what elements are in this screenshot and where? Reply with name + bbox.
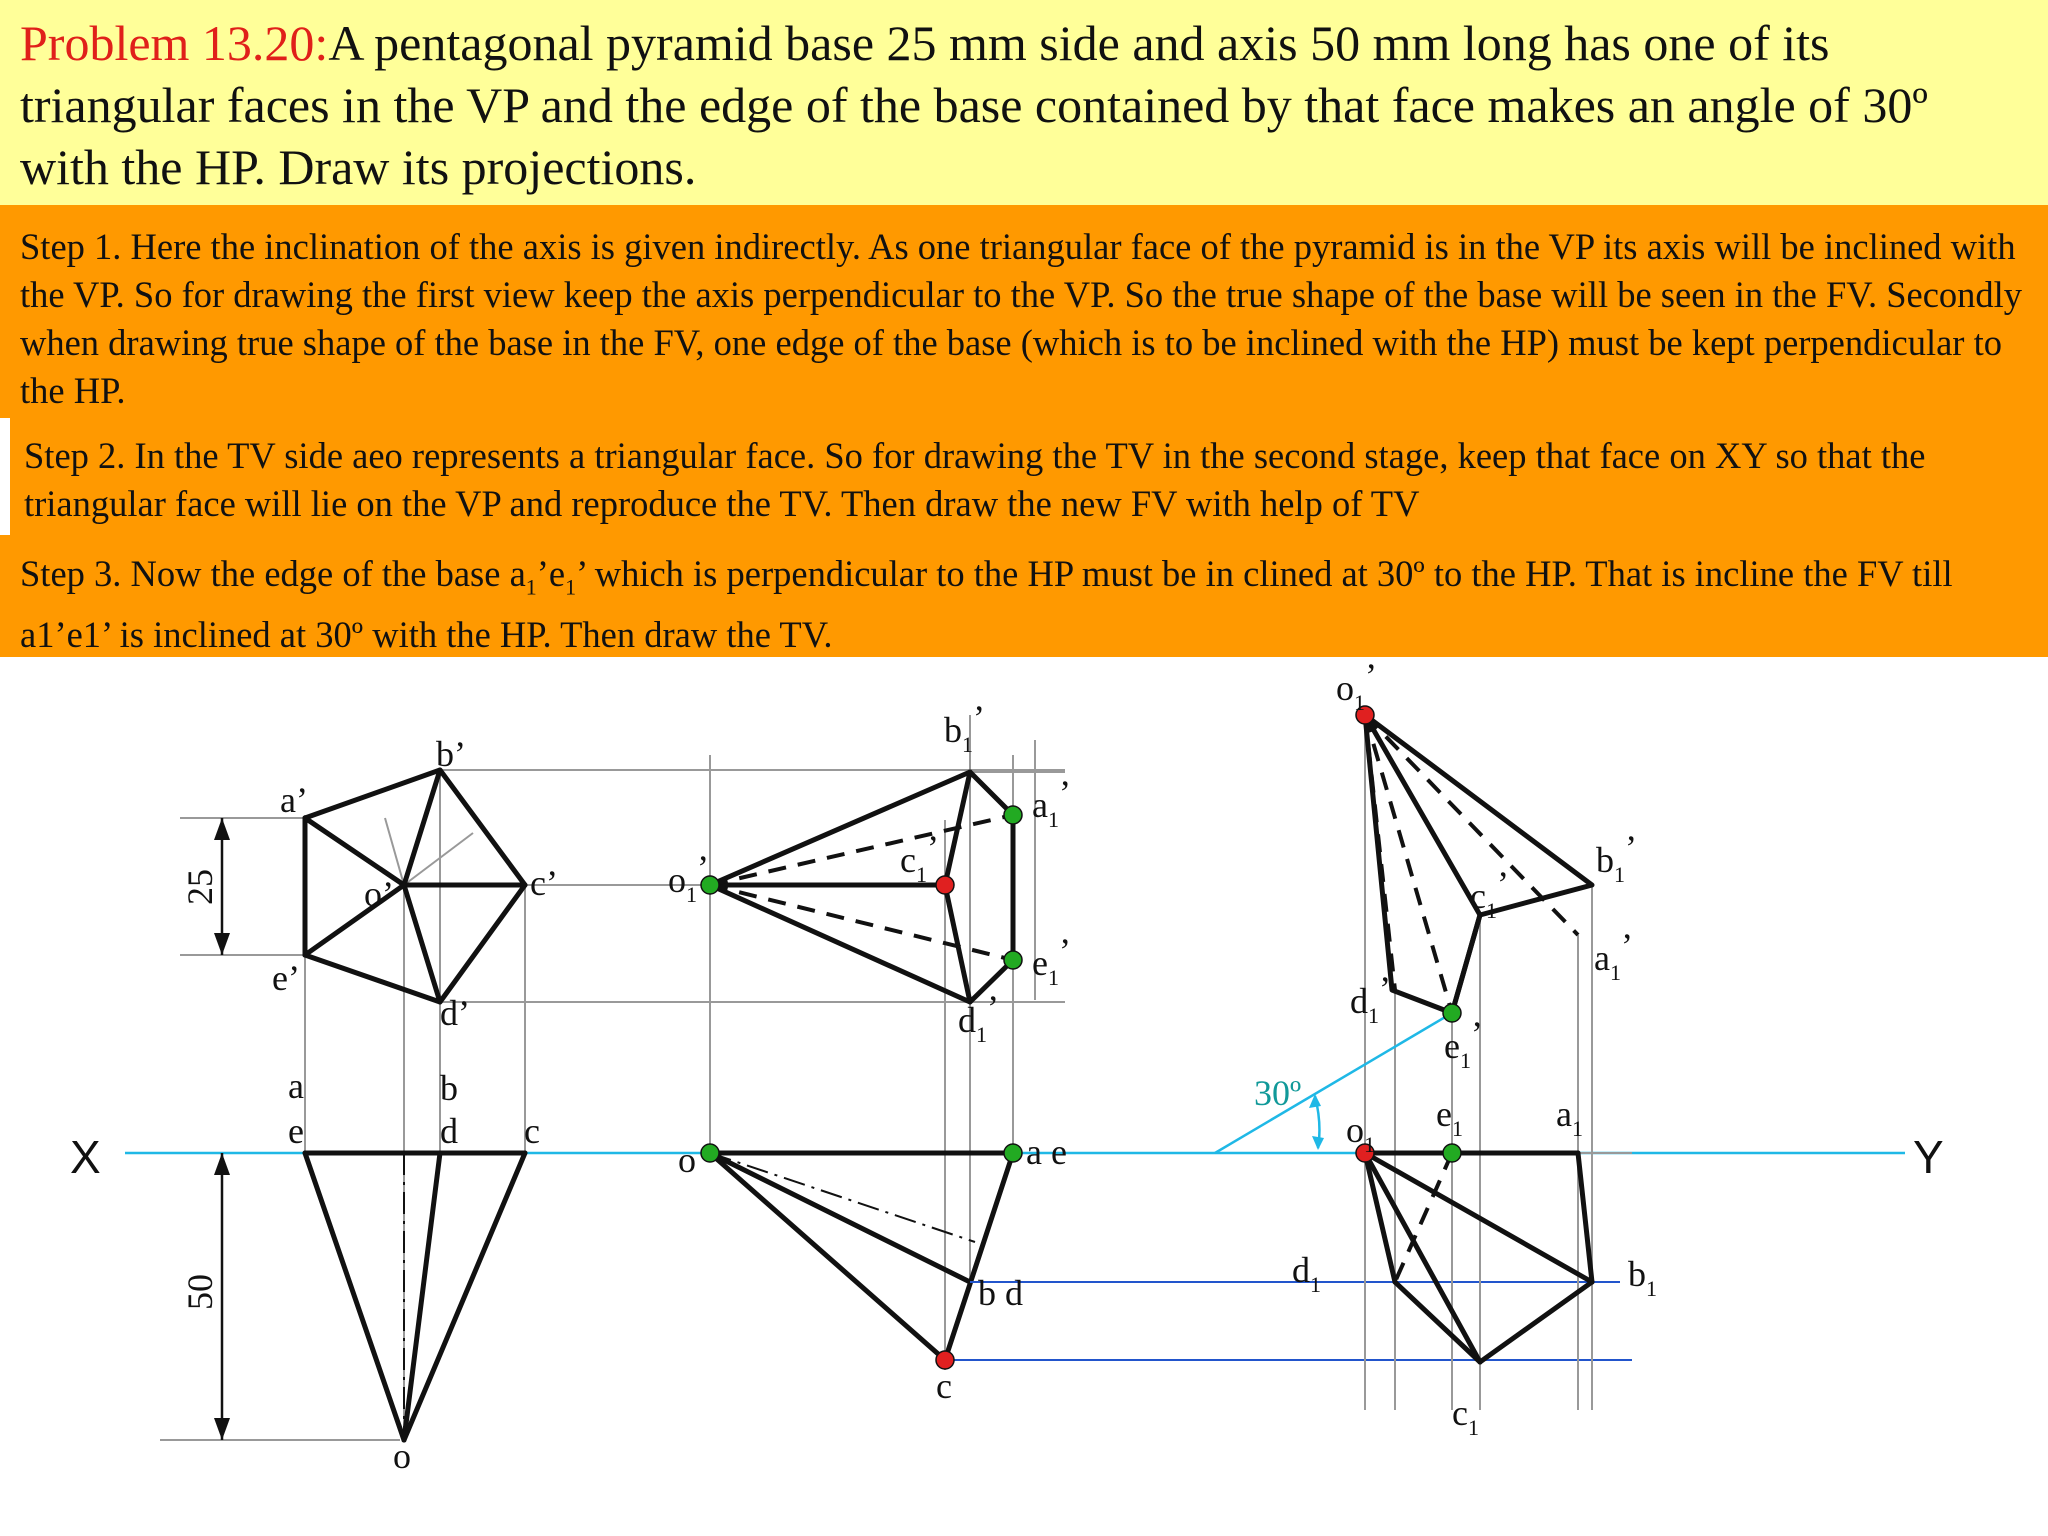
label-a1-tv3-letter: a: [1556, 1094, 1572, 1134]
label-d: d: [440, 1111, 458, 1151]
label-b-prime: b’: [436, 734, 466, 774]
label-a1-v3-sub: 1: [1609, 960, 1621, 985]
point-e1-tv3: [1443, 1144, 1461, 1162]
label-a1-v3-letter: a: [1594, 938, 1610, 978]
fv3-outline: [1365, 715, 1592, 1013]
dim-50-arrow-top: [214, 1153, 230, 1175]
tv2-edge-o-c: [710, 1153, 945, 1360]
label-a1-v3: [1594, 926, 1633, 985]
label-b1-prime: [944, 698, 985, 757]
angle-30-label: 30º: [1254, 1073, 1302, 1113]
step-3-sub-a: 1: [525, 574, 537, 600]
label-c1-tv3-letter: c: [1452, 1393, 1468, 1433]
label-c1-tv3: [1452, 1393, 1479, 1440]
dim-50-label: 50: [180, 1274, 220, 1310]
label-e1-tv3: [1436, 1094, 1463, 1141]
label-c1-v3-letter: c: [1470, 876, 1486, 916]
label-a: a: [288, 1066, 304, 1106]
label-e1-tv3-letter: e: [1436, 1094, 1452, 1134]
label-d-prime: d’: [440, 993, 470, 1033]
label-d1-prime-mark: ’: [987, 988, 999, 1028]
fv2-base-pentagon: [945, 772, 1013, 1002]
problem-label: Problem 13.20:: [20, 15, 329, 71]
label-e-prime: e’: [272, 958, 300, 998]
point-ae-tv2: [1004, 1144, 1022, 1162]
angle-30-line: [1215, 1013, 1452, 1153]
label-c-prime: c’: [530, 863, 558, 903]
label-c1-v3-sub: 1: [1485, 898, 1497, 923]
point-e1-v3: [1443, 1004, 1461, 1022]
label-d1-v3: [1350, 969, 1391, 1028]
label-c1-tv3-sub: 1: [1467, 1415, 1479, 1440]
fv2-hidden-o-e: [710, 885, 1013, 960]
label-b1-tv3-sub: 1: [1646, 1276, 1657, 1301]
label-ae-tv2: a e: [1026, 1132, 1067, 1172]
y-label: Y: [1913, 1131, 1944, 1183]
label-a1-sub: 1: [1047, 807, 1059, 832]
label-e1-tv3-sub: 1: [1451, 1116, 1463, 1141]
angle-arrow-bottom: [1312, 1136, 1324, 1150]
label-d1-tv3: [1292, 1250, 1321, 1297]
step-3-text-a: Step 3. Now the edge of the base a: [20, 553, 526, 594]
label-a1-prime-mark: ’: [1058, 773, 1071, 813]
edge-o-b: [404, 770, 440, 885]
dim-25-label: 25: [180, 869, 220, 905]
label-d1-tv3-letter: d: [1292, 1250, 1310, 1290]
label-c-tv2: c: [936, 1366, 952, 1406]
view-3: [1215, 656, 1657, 1440]
label-c1-v3-prime: ’: [1496, 864, 1509, 904]
label-o: o: [393, 1436, 411, 1476]
label-b1-v3-prime: ’: [1625, 828, 1637, 868]
label-o1-v3-sub: 1: [1354, 690, 1365, 715]
label-a1-prime: [1032, 773, 1071, 832]
label-b1-letter: b: [944, 710, 962, 750]
label-d1-v3-letter: d: [1350, 981, 1368, 1021]
tv2-edge-ae-c: [945, 1153, 1013, 1360]
label-o1-sub: 1: [686, 882, 697, 907]
edge-o-d: [404, 885, 440, 1002]
label-e: e: [288, 1111, 304, 1151]
label-a1-tv3-sub: 1: [1571, 1116, 1583, 1141]
label-o1-tv3-sub: 1: [1364, 1132, 1375, 1157]
tv3-edge-c1-d1: [1395, 1282, 1480, 1362]
tv-edge-ae-o: [305, 1153, 404, 1440]
label-o1-v3: [1336, 656, 1377, 715]
tv3-edge-b1-c1: [1480, 1282, 1592, 1362]
label-d1-letter: d: [958, 1000, 976, 1040]
label-e1-sub: 1: [1047, 965, 1059, 990]
label-o1-tv3: [1346, 1110, 1375, 1157]
label-o-tv2: o: [678, 1140, 696, 1180]
fv2-hidden-o-a: [710, 815, 1013, 885]
x-label: X: [70, 1131, 101, 1183]
label-b: b: [440, 1068, 458, 1108]
label-c: c: [524, 1111, 540, 1151]
label-e1-v3-letter: e: [1444, 1026, 1460, 1066]
label-e1-prime: [1032, 931, 1071, 990]
label-c1-sub: 1: [915, 862, 927, 887]
tv3-edge-a1-b1: [1578, 1153, 1592, 1282]
label-o1-prime: [668, 848, 709, 907]
fv2-edge-o-d: [710, 885, 970, 1002]
label-o1-v3-prime: ’: [1365, 656, 1377, 696]
step-1-text: Step 1. Here the inclination of the axis is given indirectly. As one triangular face of the pyramid is in the VP its axis will be inclined with the VP. So for drawing the first view keep the axis perpendicular to the VP. So the true shape of the base will be seen in the FV. Secondly when drawing true shape of the base in the FV, one edge of the base (which is to be inclined with the HP) must be kept perpendicular to the HP.: [20, 226, 2023, 411]
label-b1-v3-letter: b: [1596, 840, 1614, 880]
label-e1-letter: e: [1032, 943, 1048, 983]
label-o1-tv3-letter: o: [1346, 1110, 1364, 1150]
point-c1-prime: [936, 876, 954, 894]
point-a1-prime: [1004, 806, 1022, 824]
dim-50-arrow-bottom: [214, 1418, 230, 1440]
label-c1-prime-mark: ’: [926, 828, 939, 868]
label-e1-v3-sub: 1: [1459, 1048, 1471, 1073]
dim-25-arrow-bottom: [214, 933, 230, 955]
tv3-edge-o1-d1: [1365, 1153, 1395, 1282]
dim-25-arrow-top: [214, 818, 230, 840]
label-d1-v3-sub: 1: [1368, 1003, 1379, 1028]
label-b1-tv3: [1628, 1254, 1657, 1301]
point-e1-prime: [1004, 951, 1022, 969]
label-d1-sub: 1: [976, 1022, 987, 1047]
label-b1-v3: [1596, 828, 1637, 887]
step-3-sub-e: 1: [565, 574, 577, 600]
tv2-axis: [710, 1153, 975, 1242]
label-o1-prime-mark: ’: [697, 848, 709, 888]
label-o1-letter: o: [668, 860, 686, 900]
label-a1-v3-prime: ’: [1620, 926, 1633, 966]
label-a1-letter: a: [1032, 785, 1048, 825]
label-e1-prime-mark: ’: [1058, 931, 1071, 971]
step-3-text-b: ’e: [536, 553, 566, 594]
step-2-text: Step 2. In the TV side aeo represents a triangular face. So for drawing the TV in the second stage, keep that face on XY so that the triangular face will lie on the VP and reproduce the TV. Then draw the new FV with help of TV: [24, 435, 1926, 524]
label-d1-v3-prime: ’: [1379, 969, 1391, 1009]
label-b1-tv3-letter: b: [1628, 1254, 1646, 1294]
tv2-edge-o-bd: [710, 1153, 970, 1282]
step-3-text-c: ’ which is perpendicular to the HP must be in clined at 30º to the HP. That is incline the FV till a1’e1’ is inclined at 30º with the HP. Then draw the TV.: [20, 553, 1953, 656]
fv3-edge-e1-c1: [1452, 915, 1480, 1013]
label-b1-prime-mark: ’: [973, 698, 985, 738]
label-a-prime: a’: [280, 780, 308, 820]
label-c1-letter: c: [900, 840, 916, 880]
label-d1-tv3-sub: 1: [1310, 1272, 1321, 1297]
label-o1-v3-letter: o: [1336, 668, 1354, 708]
label-o-prime: o’: [364, 874, 394, 914]
label-b1-v3-sub: 1: [1614, 862, 1625, 887]
label-b1-sub: 1: [962, 732, 973, 757]
label-c1-v3: [1470, 864, 1509, 923]
label-e1-v3-prime: ’: [1470, 1014, 1483, 1054]
problem-text: A pentagonal pyramid base 25 mm side and axis 50 mm long has one of its triangular faces in the VP and the edge of the base contained by that face makes an angle of 30º with the HP. Draw its projections.: [20, 15, 1928, 195]
label-bd-tv2: b d: [978, 1273, 1023, 1313]
point-o-tv2: [701, 1144, 719, 1162]
label-e1-v3: [1444, 1014, 1483, 1073]
